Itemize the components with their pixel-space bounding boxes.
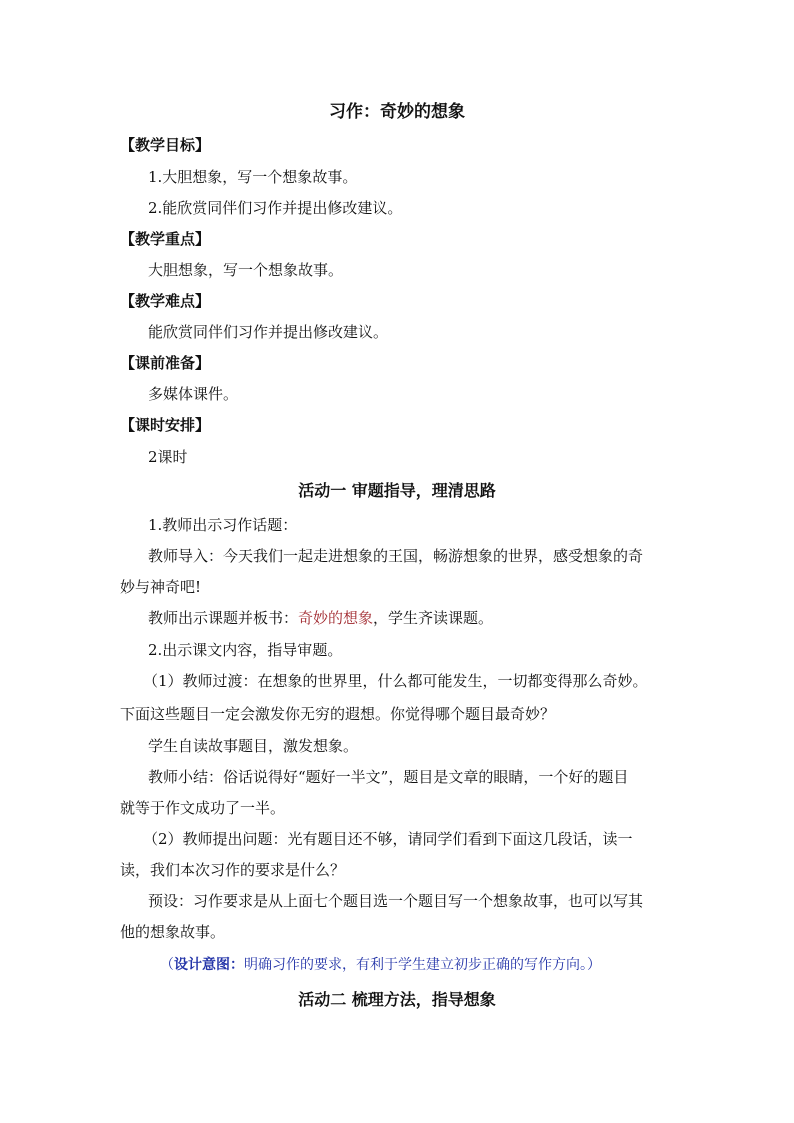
preparation-heading: 【课前准备】 — [120, 354, 211, 372]
activity-1-heading: 活动一 审题指导，理清思路 — [298, 481, 496, 500]
schedule-heading: 【课时安排】 — [120, 416, 211, 434]
activity-1-para-2a: 教师导入：今天我们一起走进想象的王国，畅游想象的世界，感受想象的奇 — [148, 547, 644, 565]
design-intent-open: （ — [160, 957, 174, 973]
activity-1-para-7a: 教师小结：俗话说得好“题好一半文”，题目是文章的眼睛，一个好的题目 — [148, 768, 629, 786]
activity-2-heading: 活动二 梳理方法，指导想象 — [298, 990, 496, 1009]
design-intent-text: 明确习作的要求，有利于学生建立初步正确的写作方向。） — [244, 957, 601, 973]
activity-1-para-5a: （1）教师过渡：在想象的世界里，什么都可能发生，一切都变得那么奇妙。 — [143, 672, 648, 690]
teaching-difficulty-text: 能欣赏同伴们习作并提出修改建议。 — [148, 323, 389, 341]
activity-1-para-1: 1.教师出示习作话题： — [148, 516, 298, 534]
para-3-prefix: 教师出示课题并板书： — [148, 609, 299, 627]
design-intent-note — [160, 954, 720, 976]
activity-1-para-7b: 就等于作文成功了一半。 — [120, 799, 286, 817]
activity-1-para-8a: （2）教师提出问题：光有题目还不够，请同学们看到下面这几段话，读一 — [143, 830, 633, 848]
activity-1-para-4: 2.出示课文内容，指导审题。 — [148, 641, 343, 659]
activity-1-para-8b: 读，我们本次习作的要求是什么？ — [120, 861, 346, 879]
activity-1-para-5b: 下面这些题目一定会激发你无穷的遐想。你觉得哪个题目最奇妙？ — [120, 705, 556, 723]
activity-1-para-3 — [148, 607, 708, 629]
teaching-key-heading: 【教学重点】 — [120, 230, 211, 248]
activity-1-para-9a: 预设：习作要求是从上面七个题目选一个题目写一个想象故事，也可以写其 — [148, 892, 644, 910]
preparation-text: 多媒体课件。 — [148, 385, 239, 403]
activity-1-para-9b: 他的想象故事。 — [120, 923, 226, 941]
para-3-suffix: ，学生齐读课题。 — [373, 609, 494, 627]
page-title: 习作：奇妙的想象 — [329, 102, 465, 122]
goal-item-2: 2.能欣赏同伴们习作并提出修改建议。 — [148, 199, 403, 217]
goal-item-1: 1.大胆想象，写一个想象故事。 — [148, 168, 358, 186]
teaching-goals-heading: 【教学目标】 — [120, 136, 211, 154]
teaching-key-text: 大胆想象，写一个想象故事。 — [148, 261, 344, 279]
design-intent-label: 设计意图： — [174, 957, 244, 973]
teaching-difficulty-heading: 【教学难点】 — [120, 292, 211, 310]
activity-1-para-6: 学生自读故事题目，激发想象。 — [148, 737, 359, 755]
activity-1-para-2b: 妙与神奇吧! — [120, 578, 202, 596]
lesson-topic-highlight: 奇妙的想象 — [298, 609, 374, 627]
schedule-text: 2课时 — [148, 448, 188, 466]
